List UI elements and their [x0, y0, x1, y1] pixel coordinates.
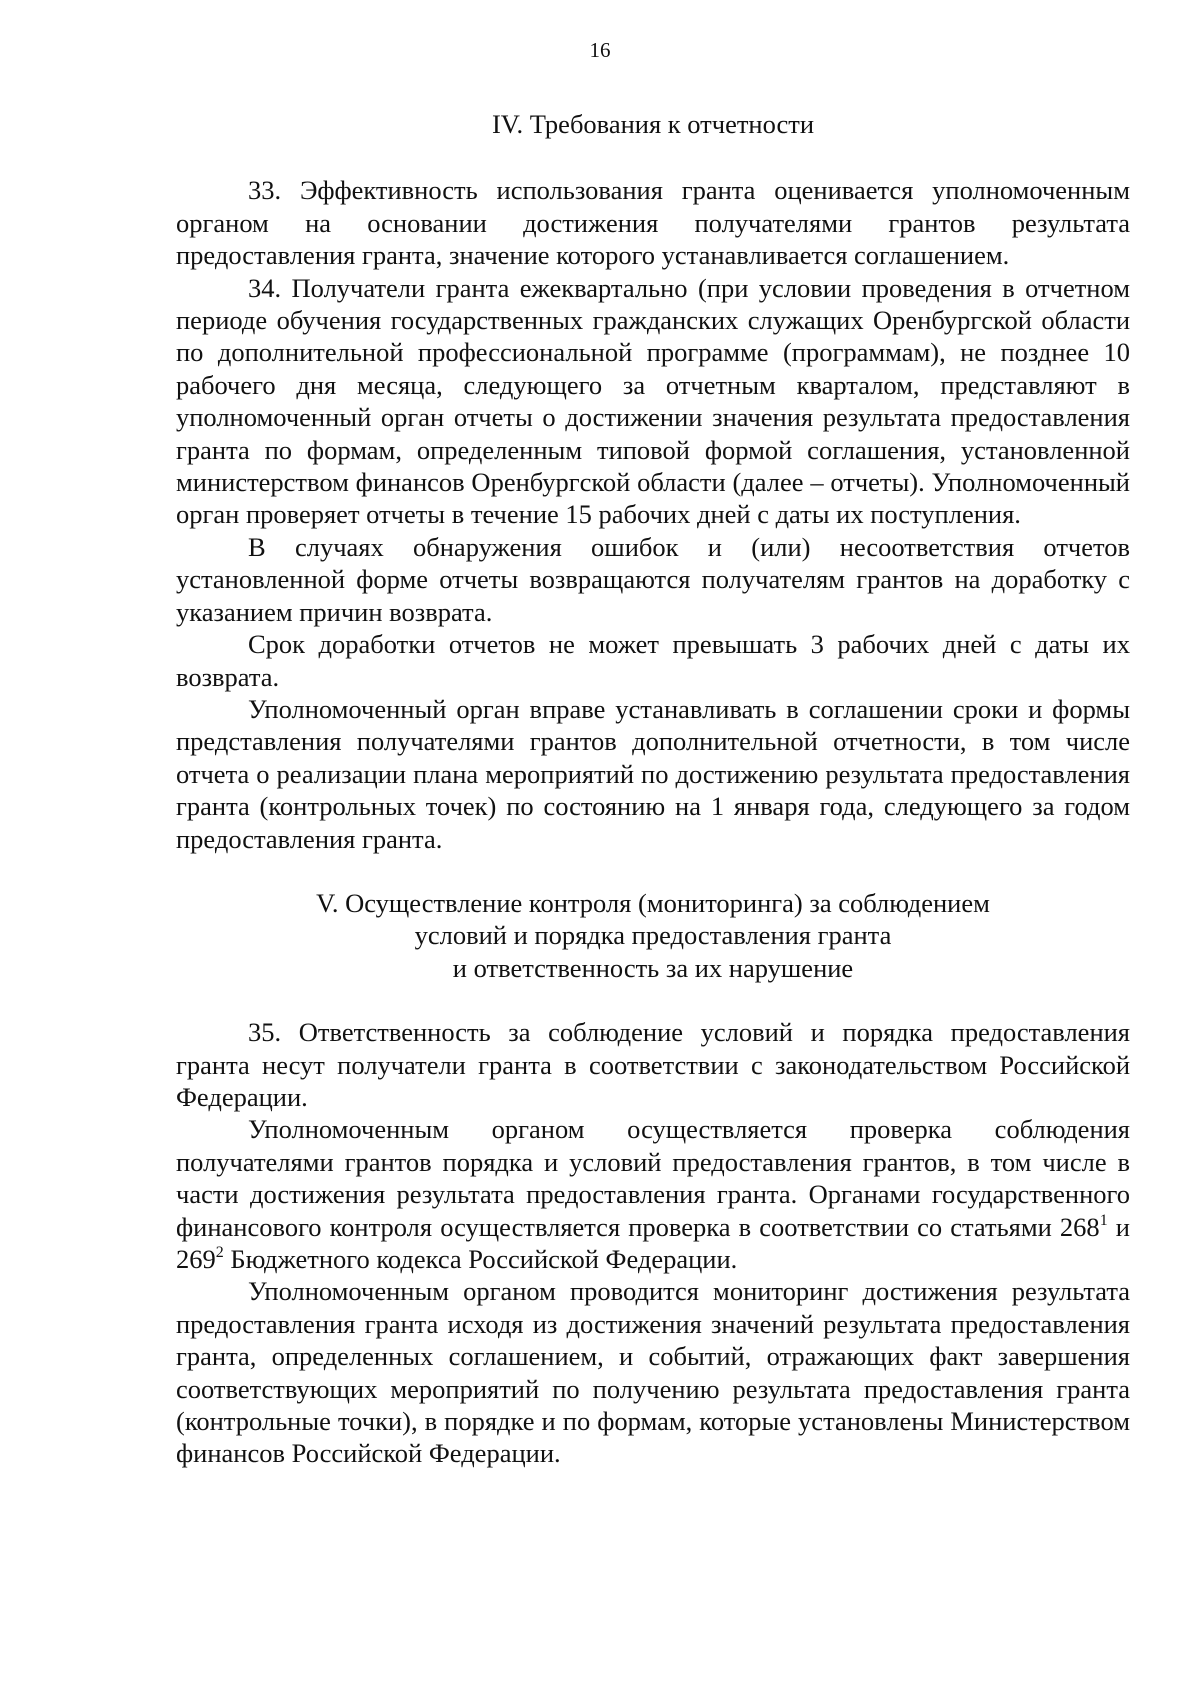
paragraph-check-text: Бюджетного кодекса Российской Федерации.	[223, 1244, 738, 1274]
paragraph-monitoring: Уполномоченным органом проводится мониторинг достижения результата предоставления гранта исходя из достижения значений результата предоставления гранта, определенных соглашением, и событий, отражающих факт завершения соответствующих мероприятий по получению результата предоставления гранта (контрольные точки), в порядке и по формам, которые установлены Министерством финансов Российской Федерации.	[176, 1276, 1130, 1469]
page-number: 16	[589, 38, 611, 62]
paragraph-check-text: и 269	[176, 1211, 1130, 1274]
section-v-title-line: V. Осуществление контроля (мониторинга) за соблюдением	[316, 887, 990, 918]
section-v-title-line: и ответственность за их нарушение	[452, 952, 854, 983]
paragraph-33: 33. Эффективность использования гранта оценивается уполномоченным органом на основании достижения получателями грантов результата предоставления гранта, значение которого устанавливается соглашением.	[176, 175, 1130, 271]
superscript: 2	[215, 1244, 224, 1261]
section-iv	[176, 108, 1130, 855]
paragraph-35: 35. Ответственность за соблюдение условий и порядка предоставления гранта несут получатели гранта в соответствии с законодательством Российской Федерации.	[176, 1017, 1130, 1112]
section-v-title-line: условий и порядка предоставления гранта	[414, 920, 892, 951]
paragraph-errors: В случаях обнаружения ошибок и (или) несоответствия отчетов установленной форме отчеты возвращаются получателям грантов на доработку с указанием причин возврата.	[176, 531, 1130, 627]
section-v	[176, 887, 1130, 1470]
document-body	[176, 108, 1130, 1470]
paragraph-check	[176, 1113, 1130, 1275]
paragraph-check-text: Уполномоченным органом осуществляется проверка соблюдения получателями грантов порядка и условий предоставления грантов, в том числе в части достижения результата предоставления гранта. Органами государственного финансового контроля осуществляется проверка в соответствии со статьями 268	[176, 1114, 1130, 1242]
paragraph-rework-term: Срок доработки отчетов не может превышать 3 рабочих дней с даты их возврата.	[176, 629, 1130, 692]
section-v-title	[176, 887, 1130, 984]
section-iv-title: IV. Требования к отчетности	[491, 109, 815, 139]
superscript: 1	[1099, 1211, 1108, 1229]
paragraph-34: 34. Получатели гранта ежеквартально (при условии проведения в отчетном периоде обучения государственных гражданских служащих Оренбургской области по дополнительной профессиональной программе (программам), не позднее 10 рабочего дня месяца, следующего за отчетным кварталом, представляют в уполномоченный орган отчеты о достижении значения результата предоставления гранта по формам, определенным типовой формой соглашения, установленной министерством финансов Оренбургской области (далее – отчеты). Уполномоченный орган проверяет отчеты в течение 15 рабочих дней с даты их поступления.	[176, 272, 1130, 530]
paragraph-additional-reporting: Уполномоченный орган вправе устанавливать в соглашении сроки и формы представления получателями грантов дополнительной отчетности, в том числе отчета о реализации плана мероприятий по достижению результата предоставления гранта (контрольных точек) по состоянию на 1 января года, следующего за годом предоставления гранта.	[176, 693, 1130, 854]
